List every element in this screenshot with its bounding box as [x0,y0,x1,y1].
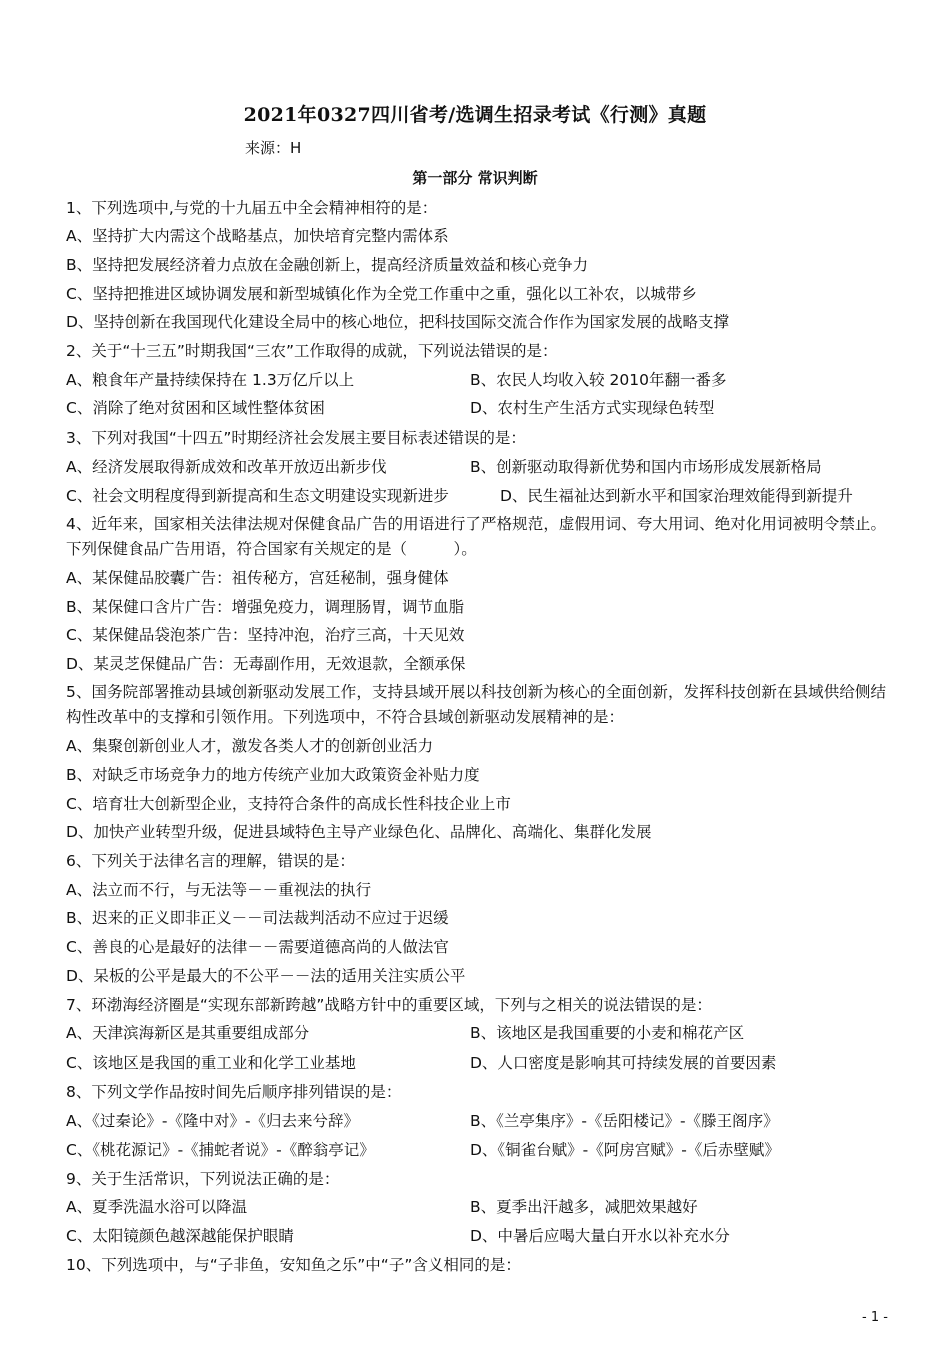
question-option: A、天津滨海新区是其重要组成部分 [66,1024,310,1042]
question-option: A、集聚创新创业人才，激发各类人才的创新创业活力 [66,737,434,755]
question-option: B、农民人均收入较 2010年翻一番多 [470,371,727,389]
question-option: C、某保健品袋泡茶广告：坚持冲泡，治疗三高，十天见效 [66,626,465,644]
question-option: B、迟来的正义即非正义－－司法裁判活动不应过于迟缓 [66,909,449,927]
document-title: 2021年0327四川省考/选调生招录考试《行测》真题 [243,104,707,126]
question-option: A、夏季洗温水浴可以降温 [66,1198,248,1216]
question-option: A、《过秦论》-《隆中对》-《归去来兮辞》 [66,1112,360,1130]
question-option: C、善良的心是最好的法律－－需要道德高尚的人做法官 [66,938,449,956]
question-option: B、某保健口含片广告：增强免疫力，调理肠胃，调节血脂 [66,598,465,616]
source-line: 来源：H [245,139,302,157]
question-option: D、坚持创新在我国现代化建设全局中的核心地位，把科技国际交流合作作为国家发展的战略支撑 [66,313,729,331]
question-stem: 6、下列关于法律名言的理解，错误的是： [66,852,355,870]
question-option: A、某保健品胶囊广告：祖传秘方，宫廷秘制，强身健体 [66,569,449,587]
question-option: C、社会文明程度得到新提高和生态文明建设实现新进步 [66,487,449,505]
question-option: C、消除了绝对贫困和区域性整体贫困 [66,399,325,417]
question-option: B、对缺乏市场竞争力的地方传统产业加大政策资金补贴力度 [66,766,480,784]
question-option: C、坚持把推进区域协调发展和新型城镇化作为全党工作重中之重，强化以工补农，以城带乡 [66,285,697,303]
question-stem: 9、关于生活常识，下列说法正确的是： [66,1170,340,1188]
question-option: A、粮食年产量持续保持在 1.3万亿斤以上 [66,371,355,389]
question-option: D、加快产业转型升级，促进县域特色主导产业绿色化、品牌化、高端化、集群化发展 [66,823,652,841]
question-option: B、该地区是我国重要的小麦和棉花产区 [470,1024,745,1042]
question-option: B、创新驱动取得新优势和国内市场形成发展新格局 [470,458,822,476]
page-number: - 1 - [862,1310,888,1325]
question-stem: 7、环渤海经济圈是“实现东部新跨越”战略方针中的重要区域，下列与之相关的说法错误的是： [66,996,712,1014]
question-stem: 1、下列选项中,与党的十九届五中全会精神相符的是： [66,199,438,217]
question-stem: 4、近年来，国家相关法律法规对保健食品广告的用语进行了严格规范，虚假用词、夸大用词、绝对化用词被明令禁止。下列保健食品广告用语，符合国家有关规定的是（ ）。 [66,515,886,558]
question-option: B、夏季出汗越多，减肥效果越好 [470,1198,698,1216]
question-option: C、太阳镜颜色越深越能保护眼睛 [66,1227,294,1245]
question-option: A、坚持扩大内需这个战略基点，加快培育完整内需体系 [66,227,449,245]
question-stem: 10、下列选项中，与“子非鱼，安知鱼之乐”中“子”含义相同的是： [66,1256,521,1274]
question-option: D、人口密度是影响其可持续发展的首要因素 [470,1054,777,1072]
question-option: D、某灵芝保健品广告：无毒副作用，无效退款，全额承保 [66,655,466,673]
question-option: D、中暑后应喝大量白开水以补充水分 [470,1227,730,1245]
question-stem: 2、关于“十三五”时期我国“三农”工作取得的成就，下列说法错误的是： [66,342,558,360]
question-option: A、法立而不行，与无法等－－重视法的执行 [66,881,372,899]
question-option: D、农村生产生活方式实现绿色转型 [470,399,715,417]
question-option: C、《桃花源记》-《捕蛇者说》-《醉翁亭记》 [66,1141,375,1159]
question-option: A、经济发展取得新成效和改革开放迈出新步伐 [66,458,387,476]
question-stem: 8、下列文学作品按时间先后顺序排列错误的是： [66,1083,402,1101]
question-stem: 5、国务院部署推动县域创新驱动发展工作，支持县域开展以科技创新为核心的全面创新，发挥科技创新在县域供给侧结构性改革中的支撑和引领作用。下列选项中，不符合县域创新驱动发展精神的是： [66,683,886,726]
question-option: D、民生福祉达到新水平和国家治理效能得到新提升 [500,487,853,505]
question-option: B、《兰亭集序》-《岳阳楼记》-《滕王阁序》 [470,1112,779,1130]
question-option: B、坚持把发展经济着力点放在金融创新上，提高经济质量效益和核心竞争力 [66,256,589,274]
section-heading: 第一部分 常识判断 [412,169,538,187]
question-option: D、呆板的公平是最大的不公平－－法的适用关注实质公平 [66,967,466,985]
question-stem: 3、下列对我国“十四五”时期经济社会发展主要目标表述错误的是： [66,429,526,447]
question-option: C、该地区是我国的重工业和化学工业基地 [66,1054,356,1072]
question-option: C、培育壮大创新型企业，支持符合条件的高成长性科技企业上市 [66,795,511,813]
question-option: D、《铜雀台赋》-《阿房宫赋》-《后赤壁赋》 [470,1141,780,1159]
